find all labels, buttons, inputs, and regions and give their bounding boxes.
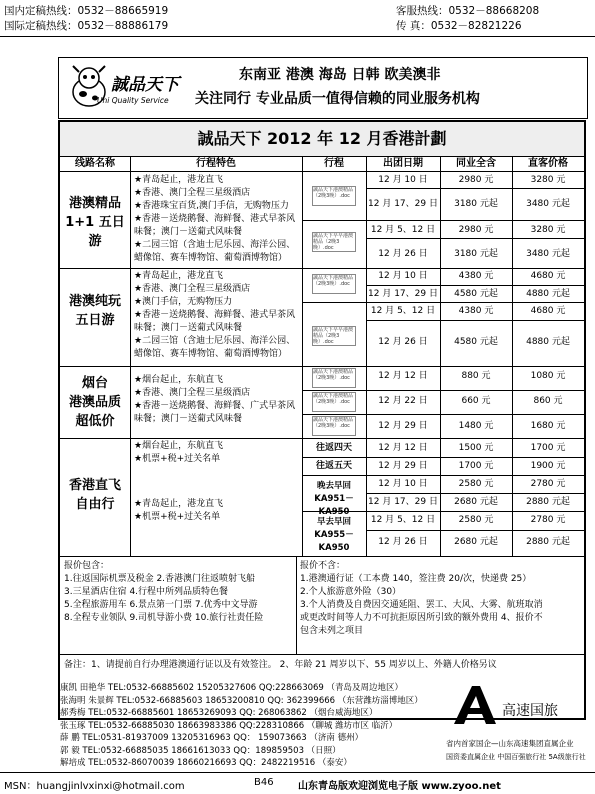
header-dates: 出团日期 [366, 156, 440, 172]
direct-price: 860 元 [533, 396, 563, 406]
route-features: ★烟台起止，东航直飞 ★香港、澳门全程三星级酒店 ★香港－送烧鹅餐、海鲜餐、广式早茶风 味餐；澳门－送葡式风味餐 [134, 375, 296, 424]
departure-date: 12 月 29 日 [378, 421, 428, 431]
destinations-tagline: 东南亚 港澳 海岛 日韩 欧美澳非 [239, 67, 441, 83]
header-features: 行程特色 [130, 156, 302, 172]
trade-price: 3180 元起 [454, 249, 498, 259]
brand-logo [67, 62, 187, 114]
service-tagline: 关注同行 专业品质一值得信赖的同业服务机构 [195, 91, 480, 107]
direct-price: 2780 元 [530, 515, 566, 525]
departure-date: 12 月 10 日 [378, 479, 428, 489]
header-direct-price: 直客价格 [512, 156, 584, 172]
departure-date: 12 月 5、12 日 [370, 515, 436, 525]
direct-price: 3280 元 [530, 175, 566, 185]
tour-price-table [58, 120, 586, 720]
route-name: 香港直飞 自由行 [68, 478, 121, 512]
footer-slogan: 山东青岛版欢迎浏览电子版 www.zyoo.net [298, 781, 501, 792]
trade-price: 2680 元起 [454, 497, 498, 507]
trade-price: 660 元 [461, 396, 491, 406]
flight-schedule: 早去早回 KA955－KA950 [314, 517, 354, 553]
trade-price: 2580 元 [458, 479, 494, 489]
partner-name: 高速国旅 [502, 703, 558, 719]
itinerary-type: 往返四天 [315, 443, 352, 453]
trade-price: 1700 元 [458, 461, 494, 471]
route-features: ★青岛起止，港龙直飞 ★香港、澳门全程三星级酒店 ★澳门手信，无购物压力 ★香港－送烧鹅餐、海鲜餐、港式早茶风 味餐；澳门－送葡式风味餐 ★二园三馆（含迪士尼乐园、海洋公园、 蜡像馆、赛车博物馆、葡萄酒博物馆） [134, 271, 296, 359]
logo-text: 誠品天下 [111, 75, 179, 95]
direct-price: 1080 元 [530, 371, 566, 381]
direct-price: 4880 元起 [526, 289, 570, 299]
header-itinerary: 行程 [302, 156, 366, 172]
route-features: ★烟台起止，东航直飞 ★机票+税+过关名单 [134, 441, 224, 464]
logo-subtitle: Uni Quality Service [97, 96, 169, 105]
brand-banner [58, 57, 588, 119]
departure-date: 12 月 22 日 [378, 396, 428, 406]
itinerary-doc-icon[interactable]: 誠品天下早早港澳精品（2晚3晚）.doc [312, 232, 356, 252]
itinerary-doc-icon[interactable]: 誠品天下港澳精品（2晚3晚）.doc [312, 274, 356, 294]
departure-date: 12 月 10 日 [378, 175, 428, 185]
route-features: ★青岛起止，港龙直飞 ★机票+税+过关名单 [134, 499, 224, 522]
direct-price: 2780 元 [530, 479, 566, 489]
trade-price: 2580 元 [458, 515, 494, 525]
header-route: 线路名称 [60, 156, 130, 172]
departure-date: 12 月 12 日 [378, 371, 428, 381]
departure-date: 12 月 29 日 [378, 461, 428, 471]
trade-price: 4580 元起 [454, 289, 498, 299]
departure-date: 12 月 17、29 日 [368, 497, 438, 507]
trade-price: 2980 元 [458, 225, 494, 235]
contact-row: 张海明 朱景辉 TEL:0532-66885603 18653200810 QQ: 362399666 （东营潍坊淄博地区） [60, 695, 423, 706]
departure-date: 12 月 17、29 日 [368, 289, 438, 299]
route-name: 烟台 港澳品质 超低价 [68, 376, 121, 429]
trade-price: 1500 元 [458, 443, 494, 453]
itinerary-doc-icon[interactable]: 誠品天下港澳精品（2晚3晚）.doc [312, 416, 356, 436]
trade-price: 2980 元 [458, 175, 494, 185]
itinerary-doc-icon[interactable]: 誠品天下港澳精品（2晚3晚）.doc [312, 392, 356, 412]
itinerary-doc-icon[interactable]: 誠品天下港澳精品（2晚3晚）.doc [312, 368, 356, 388]
contact-row: 康凯 田艳华 TEL:0532-66885602 15205327606 QQ:228663069 （青岛及周边地区） [60, 683, 404, 693]
partner-line: 省内首家国企—山东高速集团直属企业 [446, 739, 574, 748]
direct-price: 2880 元起 [526, 537, 570, 547]
msn-contact: MSN：huangjinlvxinxi@hotmail.com [4, 781, 185, 792]
contact-row: 郭 毅 TEL:0532-66885035 18661613033 QQ：189859503 （日照） [60, 745, 341, 756]
direct-price: 1900 元 [530, 461, 566, 471]
price-includes: 报价包含： 1.往返国际机票及税金 2.香港澳门往返喷射飞船 3.三星酒店住宿 4.行程中所列品质特色餐 5.全程旅游用车 6.景点第一门票 7.优秀中文导游 8.全程专业领队 9.司机导游小费 10.旅行社责任险 [64, 561, 264, 623]
partner-line: 国资委直属企业 中国百强旅行社 5A级旅行社 [446, 753, 586, 761]
sales-contacts [60, 682, 423, 770]
remarks: 备注：1、请提前自行办理港澳通行证以及有效签注。 2、年龄 21 周岁以下、55 周岁以上、外籍人价格另议 [64, 660, 497, 670]
direct-price: 1680 元 [530, 421, 566, 431]
international-hotline: 国际定稿热线：0532－88886179 [4, 20, 169, 32]
route-features: ★青岛起止，港龙直飞 ★香港、澳门全程三星级酒店 ★香港珠宝百货,澳门手信，无购物压力 ★香港－送烧鹅餐、海鲜餐、港式早茶风 味餐；澳门－送葡式风味餐 ★二园三馆（含迪士尼乐园、海洋公园、 蜡像馆、赛车博物馆、葡萄酒博物馆） [134, 175, 296, 263]
contact-row: 薛 鹏 TEL:0531-81937009 13205316963 QQ： 159073663 （济南 德州） [60, 733, 364, 743]
trade-price: 880 元 [461, 371, 491, 381]
contact-row: 张玉琢 TEL:0532-66885030 18663983386 QQ:228310866 （聊城 潍坊市区 临沂） [60, 720, 398, 731]
table-title: 誠品天下 2012 年 12 月香港計劃 [60, 122, 584, 157]
direct-price: 3480 元起 [526, 249, 570, 259]
trade-price: 4380 元 [458, 306, 494, 316]
direct-price: 1700 元 [530, 443, 566, 453]
departure-date: 12 月 26 日 [378, 537, 428, 547]
partner-block [446, 684, 592, 780]
flight-schedule: 晚去早回 KA951－KA950 [314, 481, 354, 517]
fax-line: 传 真：0532－82821226 [396, 20, 522, 32]
trade-price: 4580 元起 [454, 337, 498, 347]
direct-price: 4680 元 [530, 271, 566, 281]
trade-price: 2680 元起 [454, 537, 498, 547]
itinerary-doc-icon[interactable]: 誠品天下港澳精品（2晚3晚）.doc [312, 186, 356, 206]
direct-price: 4880 元起 [526, 337, 570, 347]
trade-price: 1480 元 [458, 421, 494, 431]
departure-date: 12 月 10 日 [378, 271, 428, 281]
route-name: 港澳精品 1+1 五日游 [65, 196, 125, 249]
trade-price: 3180 元起 [454, 199, 498, 209]
departure-date: 12 月 5、12 日 [370, 306, 436, 316]
direct-price: 2880 元起 [526, 497, 570, 507]
page-number: B46 [254, 777, 274, 788]
route-name: 港澳纯玩 五日游 [68, 294, 121, 328]
departure-date: 12 月 12 日 [378, 443, 428, 453]
departure-date: 12 月 17、29 日 [368, 199, 438, 209]
price-excludes: 报价不含： 1.港澳通行证（工本费 140，签注费 20/次，快递费 25） 2.个人旅游意外险（30） 3.个人消费及自费因交通延阻、罢工、大风、大雾、航班取消 或更改时间等人力不可抗拒原因所引致的额外费用 4、报价不 包含未列之项目 [300, 561, 543, 636]
departure-date: 12 月 5、12 日 [370, 225, 436, 235]
header-trade-price: 同业全含 [440, 156, 512, 172]
itinerary-type: 往返五天 [315, 461, 352, 471]
service-hotline: 客服热线：0532－88668208 [396, 5, 540, 17]
trade-price: 4380 元 [458, 271, 494, 281]
direct-price: 3480 元起 [526, 199, 570, 209]
domestic-hotline: 国内定稿热线：0532－88665919 [4, 5, 169, 17]
contact-row: 郝秀梅 TEL:0532-66885601 18653269093 QQ: 268063862 （烟台威海地区） [60, 708, 378, 718]
itinerary-doc-icon[interactable]: 誠品天下早早港澳精品（2晚3晚）.doc [312, 326, 356, 346]
departure-date: 12 月 26 日 [378, 249, 428, 259]
highway-travel-logo-icon [452, 684, 498, 726]
direct-price: 3280 元 [530, 225, 566, 235]
direct-price: 4680 元 [530, 306, 566, 316]
departure-date: 12 月 26 日 [378, 337, 428, 347]
contact-row: 解培成 TEL:0532-86070039 18660216693 QQ：2482219516 （泰安） [60, 758, 352, 768]
